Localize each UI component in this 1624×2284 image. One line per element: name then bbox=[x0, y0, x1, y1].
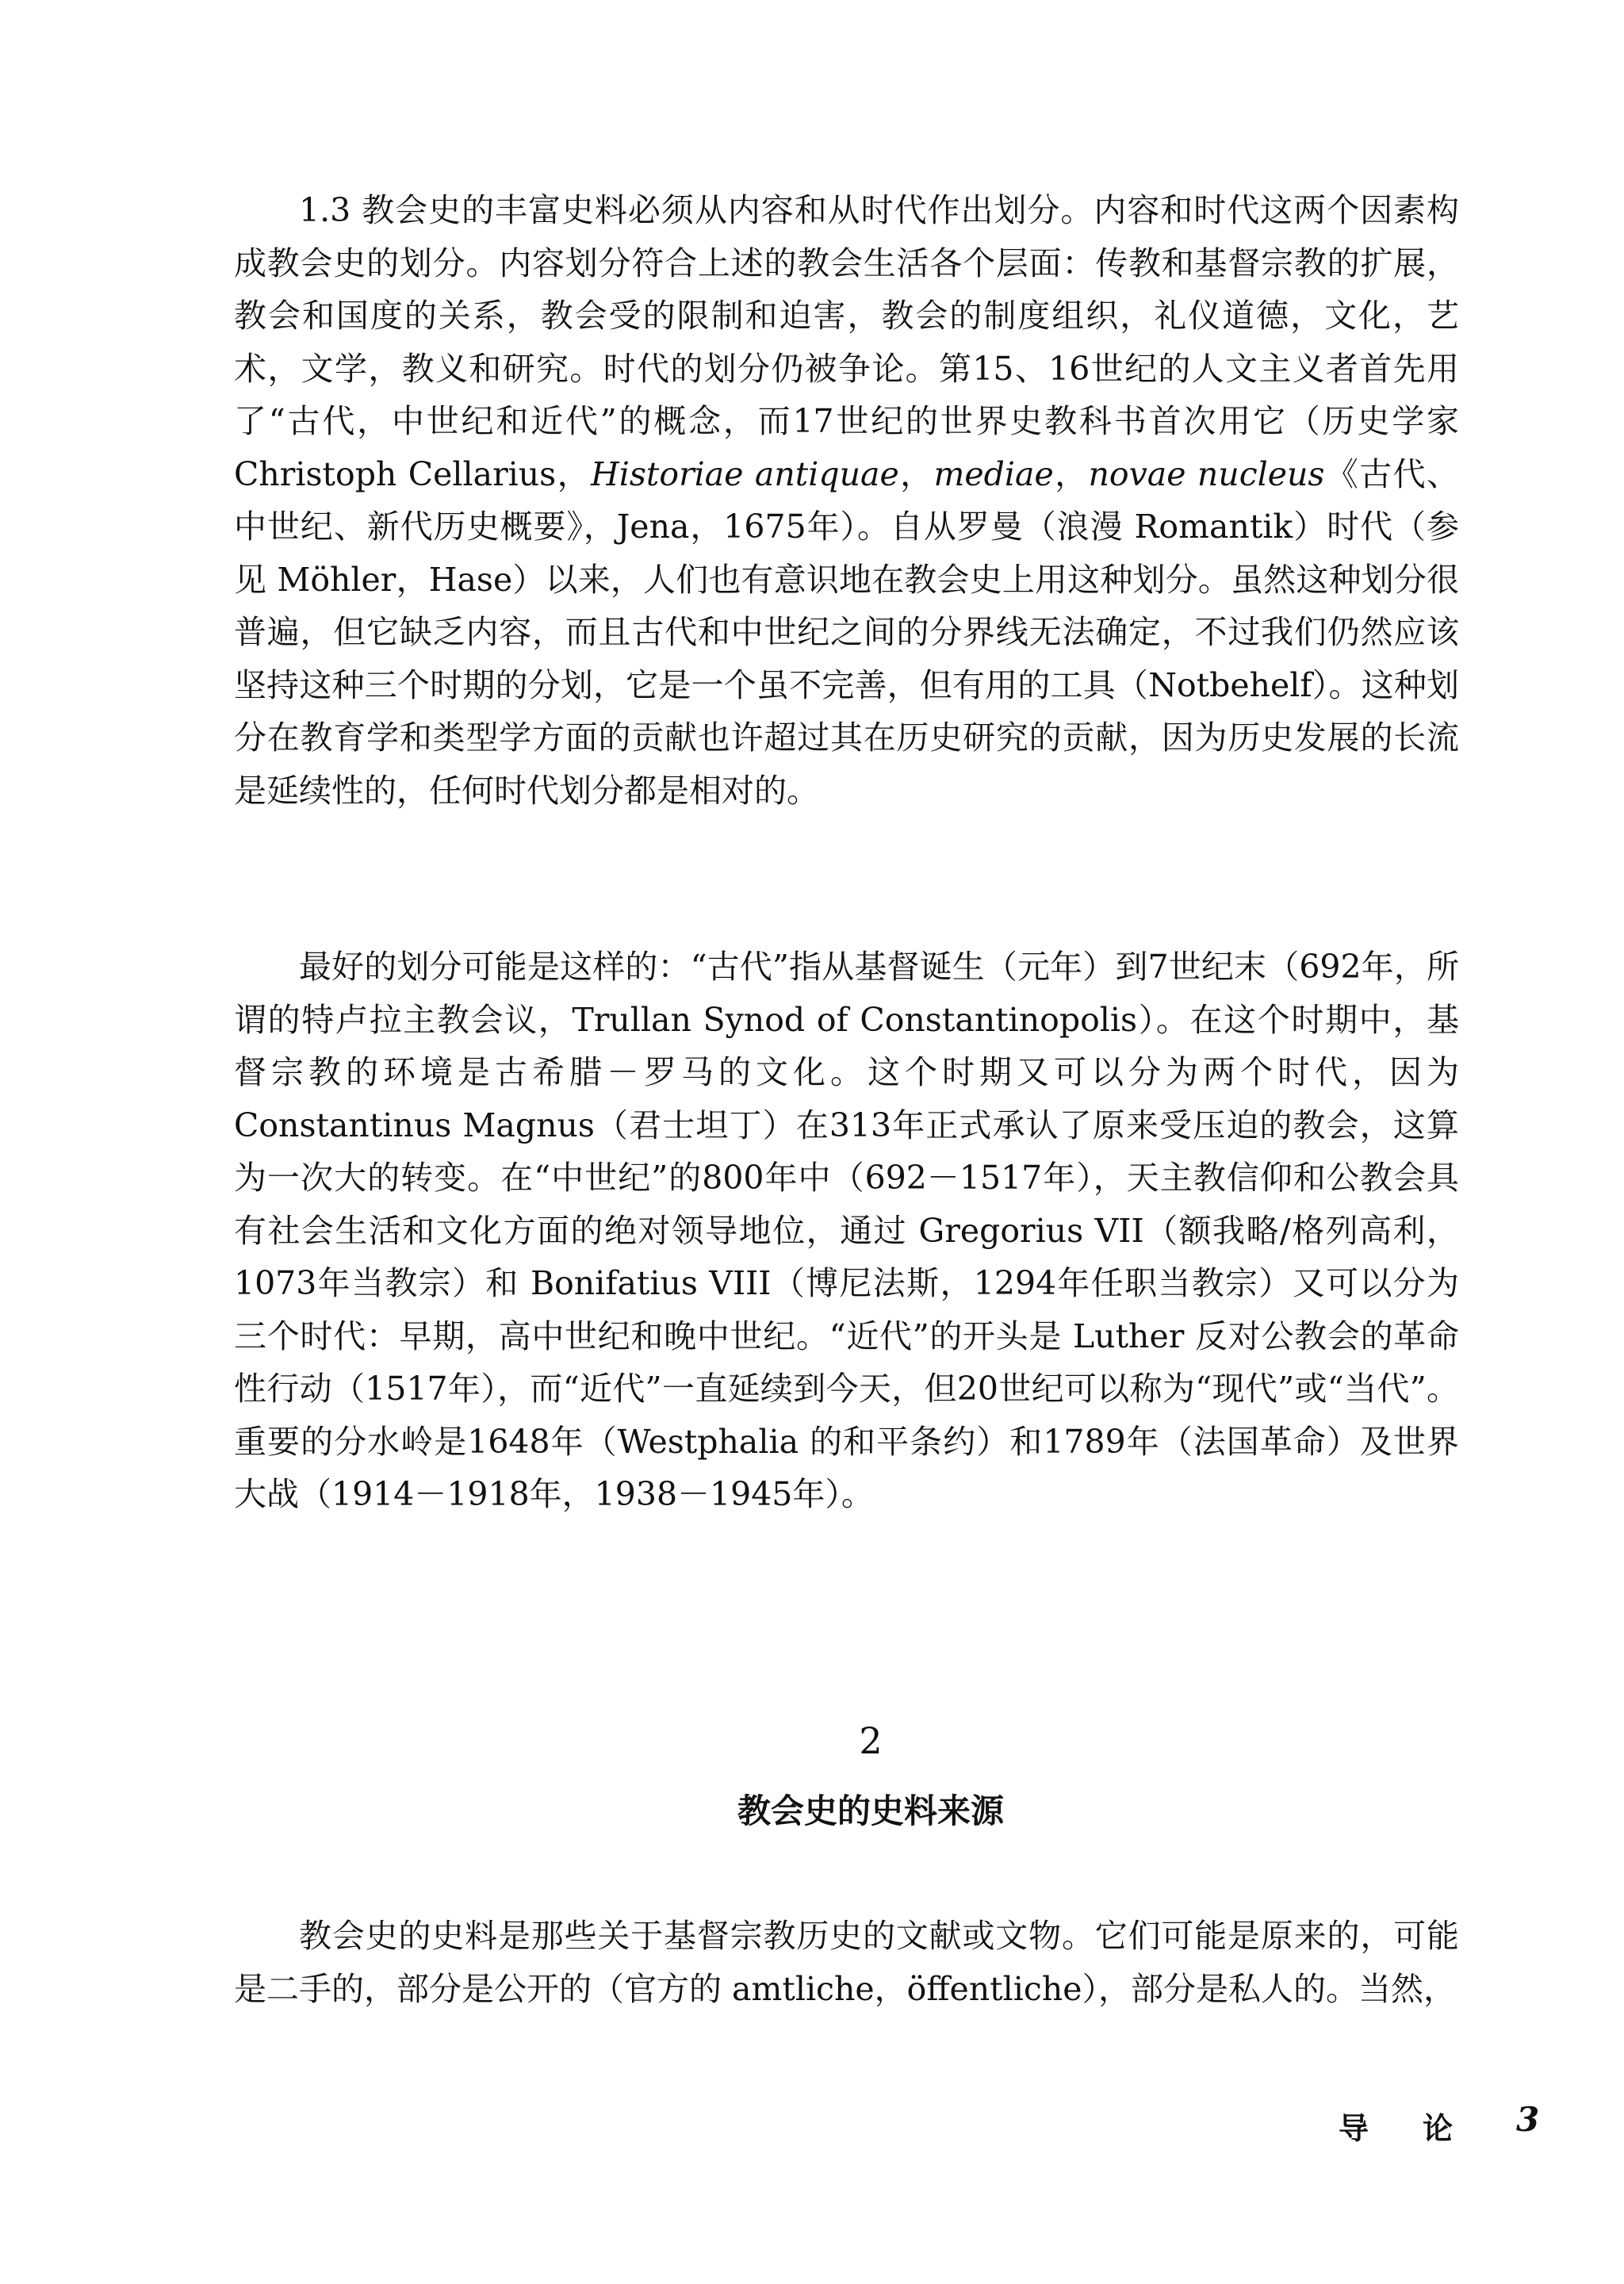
paragraph-periodization bbox=[234, 184, 1459, 817]
section-number: 2 bbox=[859, 1719, 883, 1762]
running-footer-title: 导论 bbox=[1339, 2110, 1507, 2146]
paragraph-text: 《古代、中世纪、新代历史概要》，Jena，1675年）。自从罗曼（浪漫 Romantik）时代（参见 Möhler，Hase）以来，人们也有意识地在教会史上用这种划分。虽然这种划分很普遍，但它缺乏内容，而且古代和中世纪之间的分界线无法确定，不过我们仍然应该坚持这种三个时期的分划，它是一个虽不完善，但有用的工具（Notbehelf）。这种划分在教育学和类型学方面的贡献也许超过其在历史研究的贡献，因为历史发展的长流是延续性的，任何时代划分都是相对的。 bbox=[234, 454, 1460, 810]
punctuation: ， bbox=[1053, 454, 1089, 493]
book-title-italic: mediae bbox=[933, 454, 1054, 493]
book-title-italic: Historiae antiquae bbox=[591, 454, 899, 493]
section-title: 教会史的史料来源 bbox=[737, 1792, 1004, 1830]
punctuation: ， bbox=[898, 454, 934, 493]
book-title-italic: novae nucleus bbox=[1088, 454, 1325, 493]
page-number: 3 bbox=[1516, 2100, 1540, 2139]
paragraph-best-division: 最好的划分可能是这样的：“古代”指从基督诞生（元年）到7世纪末（692年，所谓的特卢拉主教会议，Trullan Synod of Constantinopolis）。在这个时期中，基督宗教的环境是古希腊－罗马的文化。这个时期又可以分为两个时代，因为 Constantinus Magnus（君士坦丁）在313年正式承认了原来受压迫的教会，这算为一次大的转变。在“中世纪”的800年中（692－1517年），天主教信仰和公教会具有社会生活和文化方面的绝对领导地位，通过 Gregorius VII（额我略/格列高利，1073年当教宗）和 Bonifatius VIII（博尼法斯，1294年任职当教宗）又可以分为三个时代：早期，高中世纪和晚中世纪。“近代”的开头是 Luther 反对公教会的革命性行动（1517年），而“近代”一直延续到今天，但20世纪可以称为“现代”或“当代”。重要的分水岭是1648年（Westphalia 的和平条约）和1789年（法国革命）及世界大战（1914－1918年，1938－1945年）。 bbox=[234, 948, 1459, 1513]
paragraph-sources: 教会史的史料是那些关于基督宗教历史的文献或文物。它们可能是原来的，可能是二手的，部分是公开的（官方的 amtliche，öffentliche），部分是私人的。当然， bbox=[234, 1917, 1459, 2008]
paragraph-text: 1.3 教会史的丰富史料必须从内容和从时代作出划分。内容和时代这两个因素构成教会史的划分。内容划分符合上述的教会生活各个层面：传教和基督宗教的扩展，教会和国度的关系，教会受的限制和迫害，教会的制度组织，礼仪道德，文化，艺术，文学，教义和研究。时代的划分仍被争论。第15、16世纪的人文主义者首先用了“古代，中世纪和近代”的概念，而17世纪的世界史教科书首次用它（历史学家 Christoph Cellarius， bbox=[234, 191, 1459, 493]
